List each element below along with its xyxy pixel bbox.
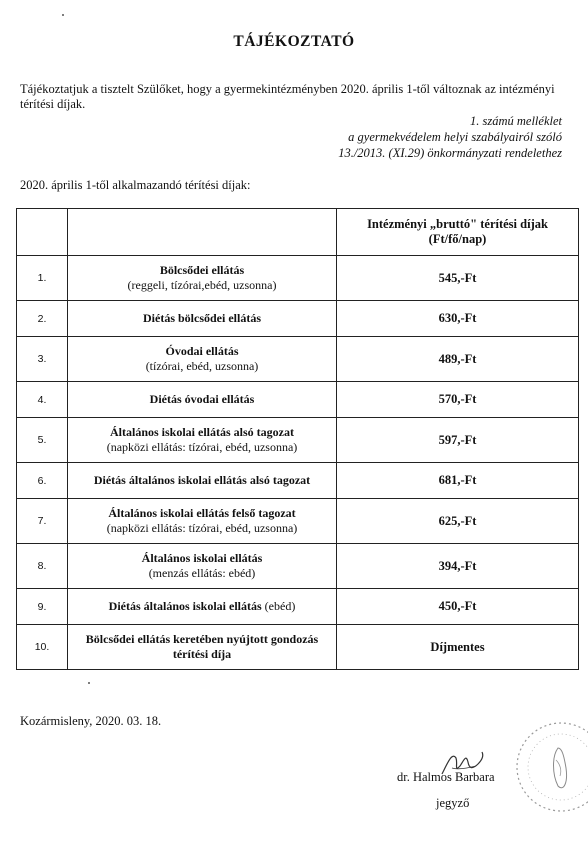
row-number: 4.	[17, 382, 68, 418]
service-name: Diétás bölcsődei ellátás	[143, 311, 261, 325]
row-description	[68, 418, 337, 463]
table-row	[17, 544, 579, 589]
row-description	[68, 463, 337, 499]
row-price: 570,-Ft	[337, 382, 579, 418]
row-number: 8.	[17, 544, 68, 589]
service-name: Bölcsődei ellátás keretében nyújtott gondozás térítési díja	[85, 632, 319, 661]
row-price: 625,-Ft	[337, 499, 579, 544]
scan-speck	[88, 682, 90, 684]
service-note: (reggeli, tízórai,ebéd, uzsonna)	[127, 278, 277, 292]
intro-paragraph: Tájékoztatjuk a tisztelt Szülőket, hogy a gyermekintézményben 2020. április 1-től változnak az intézményi térítési díjak.	[20, 82, 555, 111]
table-lead-text: 2020. április 1-től alkalmazandó térítési díjak:	[20, 178, 251, 192]
service-name: Általános iskolai ellátás	[141, 551, 263, 565]
header-number	[17, 209, 68, 256]
table-row	[17, 337, 579, 382]
header-price-unit: (Ft/fő/nap)	[428, 232, 487, 246]
place-date: Kozármisleny, 2020. 03. 18.	[20, 714, 162, 728]
row-price: 450,-Ft	[337, 589, 579, 625]
table-row	[17, 625, 579, 670]
row-number: 1.	[17, 256, 68, 301]
row-number: 10.	[17, 625, 68, 670]
service-name: Óvodai ellátás	[165, 344, 239, 358]
table-header-row	[17, 209, 579, 256]
row-description	[68, 382, 337, 418]
row-description	[68, 337, 337, 382]
table-row	[17, 382, 579, 418]
table-row	[17, 418, 579, 463]
table-row	[17, 463, 579, 499]
row-number: 6.	[17, 463, 68, 499]
header-price-line: Intézményi „bruttó" térítési díjak	[367, 217, 548, 231]
service-note: (napközi ellátás: tízórai, ebéd, uzsonna)	[106, 440, 298, 454]
service-note: (napközi ellátás: tízórai, ebéd, uzsonna)	[106, 521, 298, 535]
service-tail: (ebéd)	[261, 599, 296, 613]
row-number: 9.	[17, 589, 68, 625]
row-price: 597,-Ft	[337, 418, 579, 463]
service-name: Általános iskolai ellátás alsó tagozat	[109, 425, 294, 439]
row-description	[68, 625, 337, 670]
fee-table	[16, 208, 579, 670]
table-row	[17, 256, 579, 301]
table-row	[17, 499, 579, 544]
signer-name: dr. Halmos Barbara	[397, 770, 495, 784]
row-price: Díjmentes	[337, 625, 579, 670]
row-price: 545,-Ft	[337, 256, 579, 301]
row-number: 3.	[17, 337, 68, 382]
table-row	[17, 589, 579, 625]
service-name: Általános iskolai ellátás felső tagozat	[108, 506, 296, 520]
annex-line: 13./2013. (XI.29) önkormányzati rendelethez	[338, 146, 562, 160]
table-row	[17, 301, 579, 337]
official-stamp-seal	[506, 712, 588, 822]
header-description	[68, 209, 337, 256]
row-price: 630,-Ft	[337, 301, 579, 337]
row-number: 5.	[17, 418, 68, 463]
header-price	[337, 209, 579, 256]
row-number: 7.	[17, 499, 68, 544]
row-description	[68, 301, 337, 337]
service-note: (menzás ellátás: ebéd)	[148, 566, 256, 580]
document-title: TÁJÉKOZTATÓ	[233, 33, 355, 50]
service-name: Diétás általános iskolai ellátás	[108, 599, 262, 613]
service-name: Bölcsődei ellátás	[159, 263, 245, 277]
scan-speck	[62, 14, 64, 16]
service-note: (tízórai, ebéd, uzsonna)	[145, 359, 259, 373]
service-name: Diétás óvodai ellátás	[149, 392, 255, 406]
row-price: 489,-Ft	[337, 337, 579, 382]
row-description	[68, 499, 337, 544]
service-name: Diétás általános iskolai ellátás alsó tagozat	[93, 473, 311, 487]
row-price: 394,-Ft	[337, 544, 579, 589]
annex-line: a gyermekvédelem helyi szabályairól szóló	[348, 130, 562, 144]
annex-reference	[338, 113, 562, 161]
row-description	[68, 589, 337, 625]
signer-title: jegyző	[436, 796, 470, 810]
row-description	[68, 544, 337, 589]
row-number: 2.	[17, 301, 68, 337]
row-price: 681,-Ft	[337, 463, 579, 499]
annex-line: 1. számú melléklet	[470, 114, 562, 128]
row-description	[68, 256, 337, 301]
